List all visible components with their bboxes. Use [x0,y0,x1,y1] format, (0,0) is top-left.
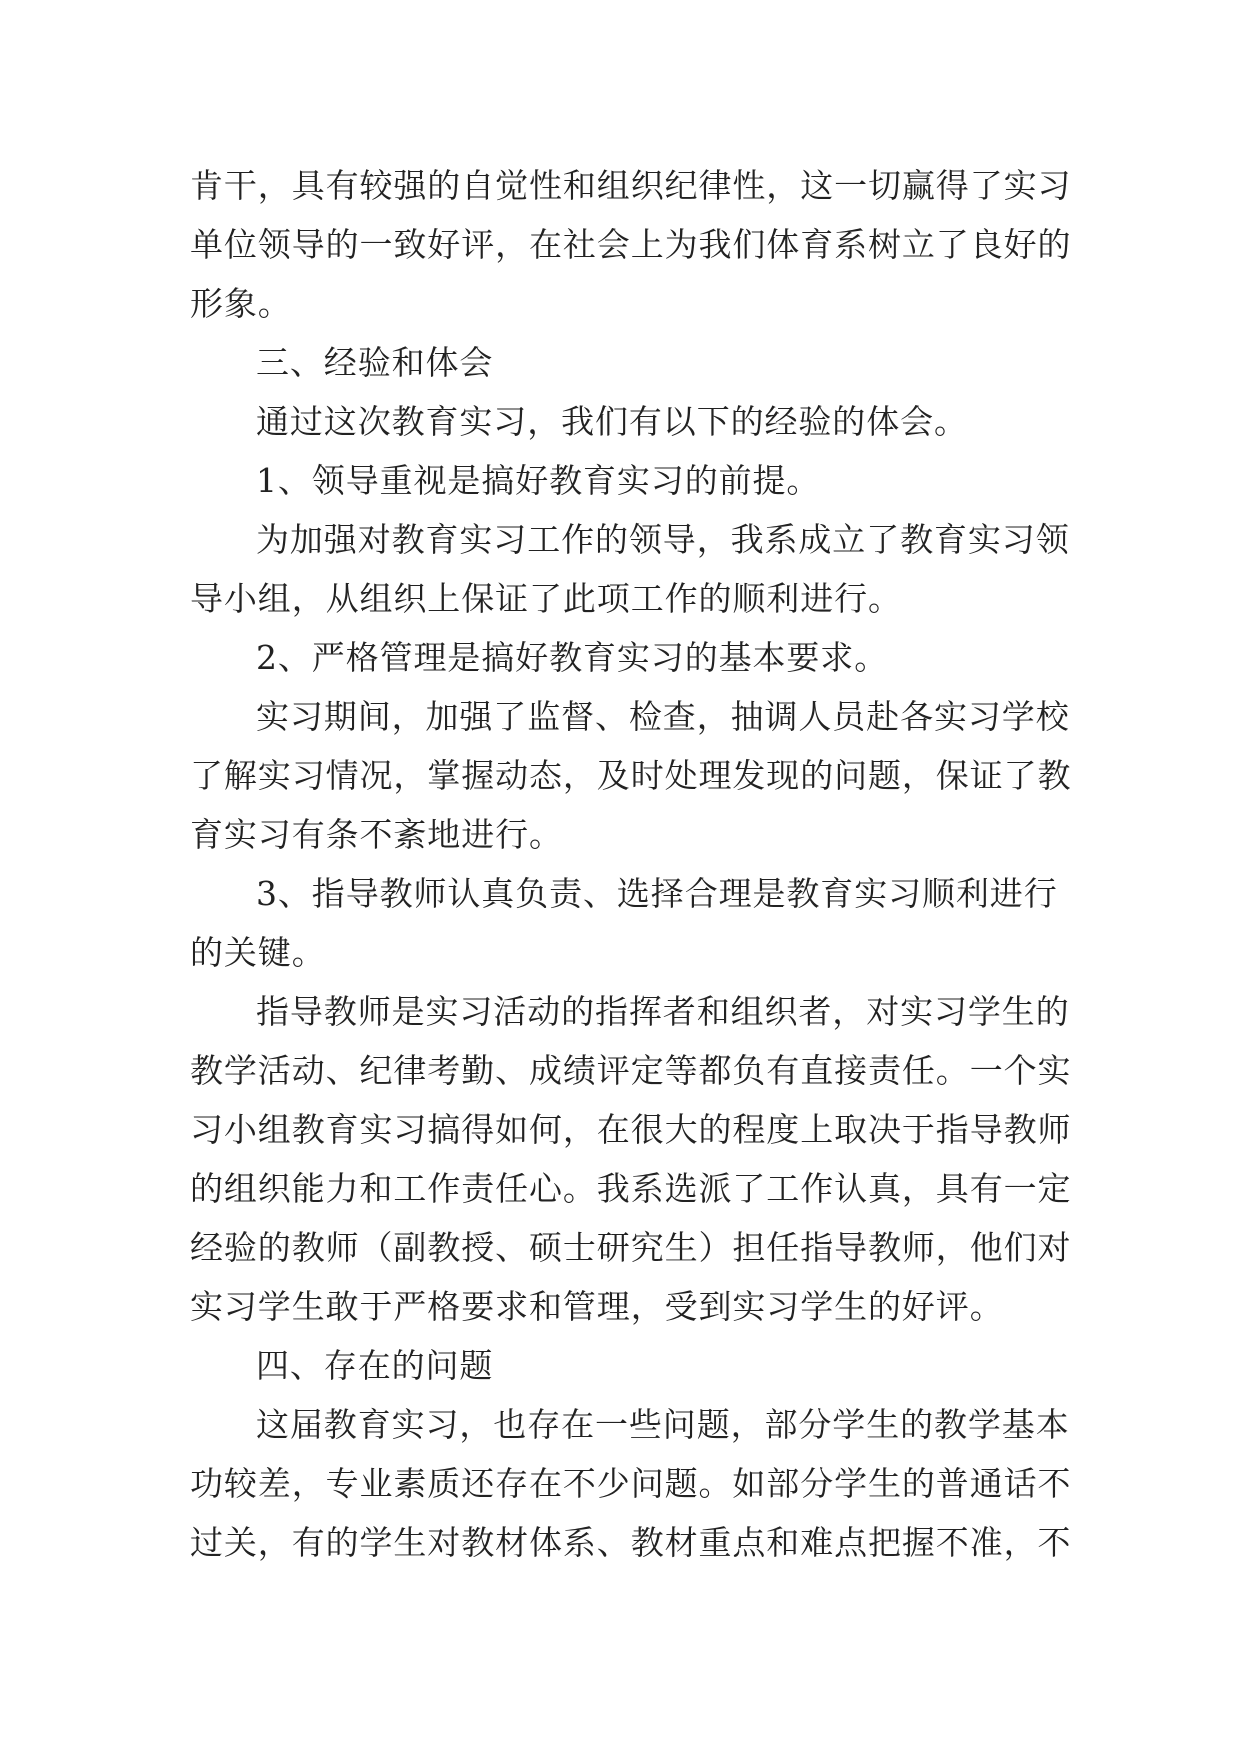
text-line: 习小组教育实习搞得如何，在很大的程度上取决于指导教师 [190,1110,1072,1149]
text-line: 了解实习情况，掌握动态，及时处理发现的问题，保证了教 [190,756,1072,795]
text-line: 单位领导的一致好评，在社会上为我们体育系树立了良好的 [190,225,1072,264]
subheading: 2、严格管理是搞好教育实习的基本要求。 [256,638,889,677]
text-line: 为加强对教育实习工作的领导，我系成立了教育实习领 [256,520,1070,559]
text-line: 的组织能力和工作责任心。我系选派了工作认真，具有一定 [190,1169,1072,1208]
text-line: 的关键。 [190,933,326,972]
text-line: 过关，有的学生对教材体系、教材重点和难点把握不准，不 [190,1523,1072,1562]
text-line: 教学活动、纪律考勤、成绩评定等都负有直接责任。一个实 [190,1051,1072,1090]
text-line: 肯干，具有较强的自觉性和组织纪律性，这一切赢得了实习 [190,166,1072,205]
text-line: 这届教育实习，也存在一些问题，部分学生的教学基本 [256,1405,1070,1444]
text-line: 实习期间，加强了监督、检查，抽调人员赴各实习学校 [256,697,1070,736]
subheading: 3、指导教师认真负责、选择合理是教育实习顺利进行 [256,874,1058,913]
text-line: 导小组，从组织上保证了此项工作的顺利进行。 [190,579,902,618]
text-line: 实习学生敢于严格要求和管理，受到实习学生的好评。 [190,1287,1004,1326]
section-heading: 三、经验和体会 [256,343,494,382]
text-line: 指导教师是实习活动的指挥者和组织者，对实习学生的 [256,992,1070,1031]
text-line: 形象。 [190,284,292,323]
text-line: 通过这次教育实习，我们有以下的经验的体会。 [256,402,968,441]
section-heading: 四、存在的问题 [256,1346,494,1385]
text-line: 经验的教师（副教授、硕士研究生）担任指导教师，他们对 [190,1228,1072,1267]
subheading: 1、领导重视是搞好教育实习的前提。 [256,461,821,500]
text-line: 育实习有条不紊地进行。 [190,815,563,854]
text-line: 功较差，专业素质还存在不少问题。如部分学生的普通话不 [190,1464,1072,1503]
